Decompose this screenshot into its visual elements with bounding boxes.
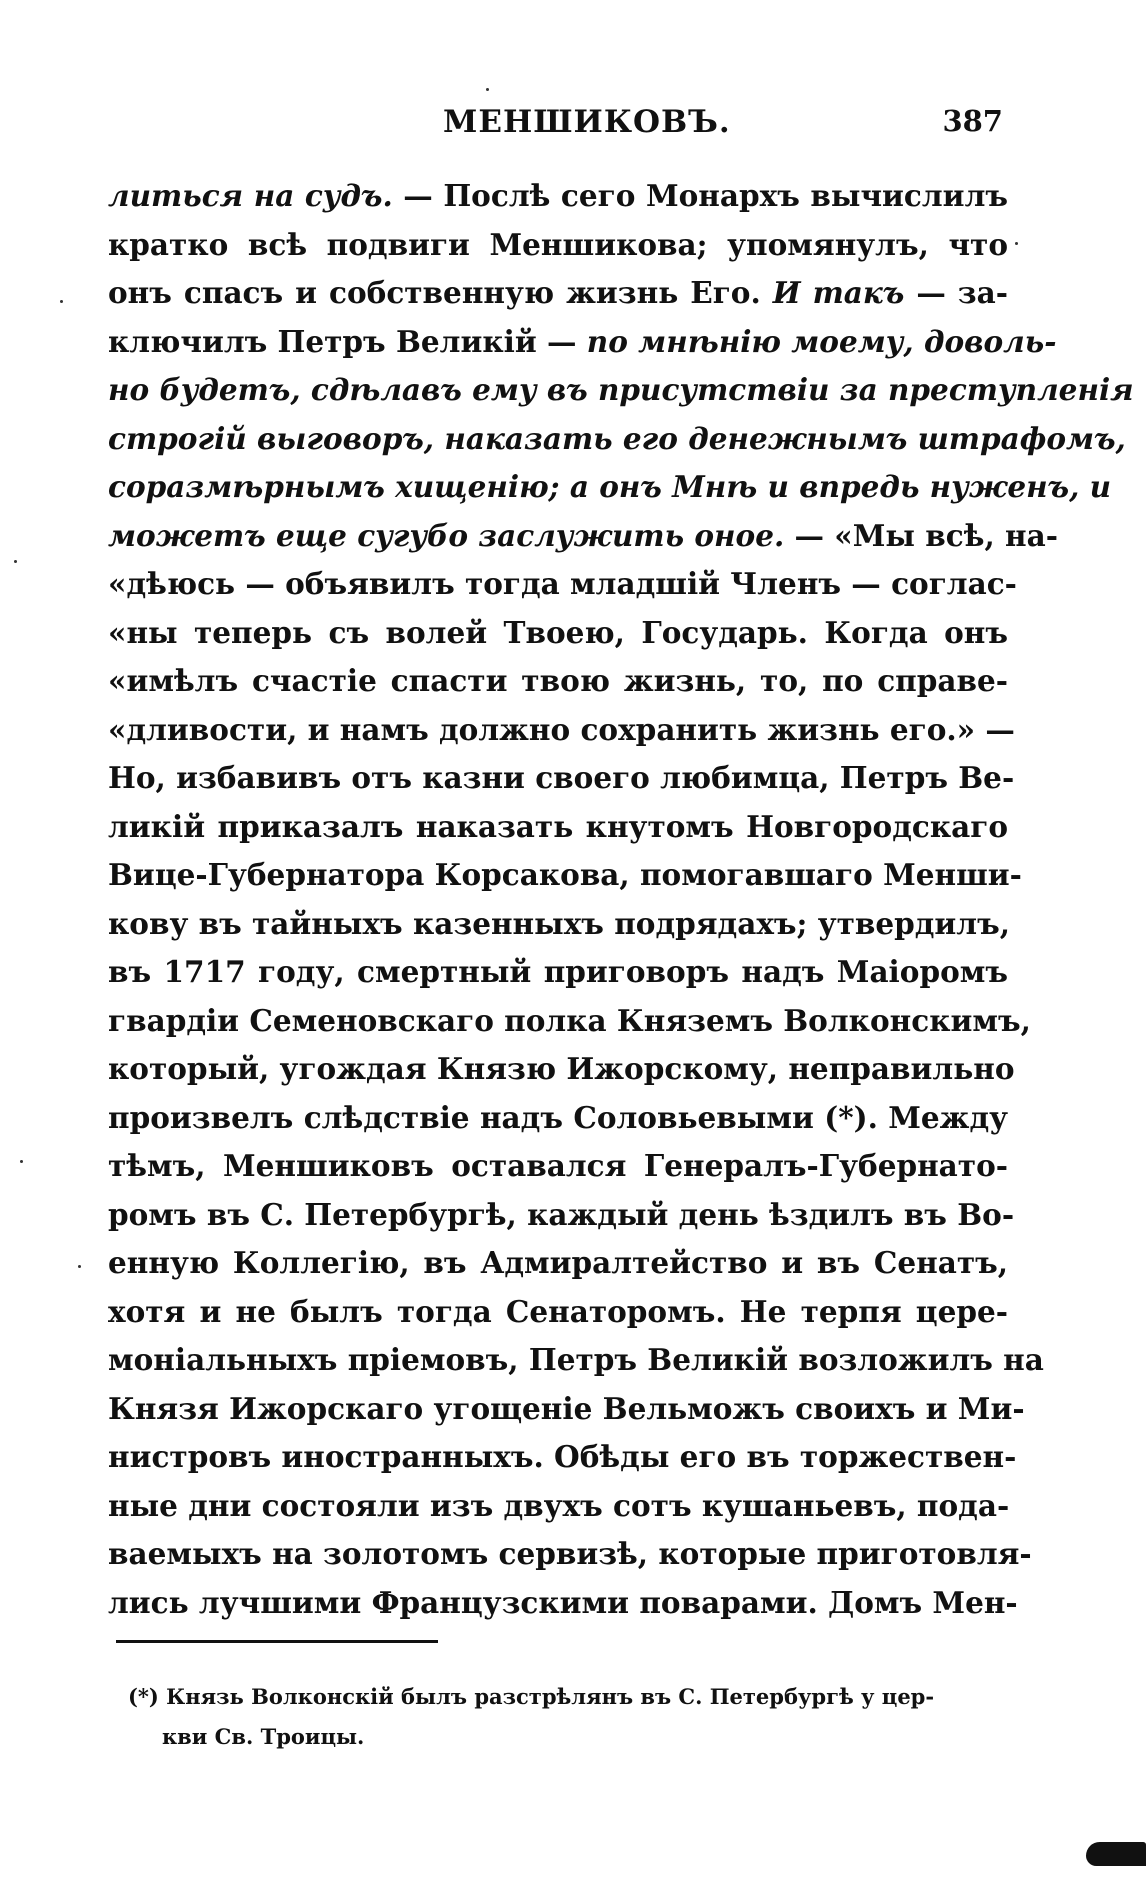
running-head xyxy=(108,104,1003,144)
text-segment: «дливости, и намъ должно сохранить жизнь его.» — xyxy=(108,711,1015,747)
print-speck xyxy=(486,88,489,91)
text-segment: ликій приказалъ наказать кнутомъ Новгородскаго xyxy=(108,808,1008,844)
text-segment: — «Мы всѣ, на- xyxy=(784,517,1058,553)
text-line xyxy=(108,851,1022,900)
print-speck xyxy=(1015,242,1018,245)
italic-text: И такъ xyxy=(772,275,905,310)
text-line xyxy=(108,1579,1018,1628)
italic-text: литься на судъ. xyxy=(108,178,393,213)
text-line xyxy=(108,172,1008,221)
footnote-line: (*) Князь Волконскій былъ разстрѣлянъ въ С. Петербургѣ у цер- xyxy=(128,1684,935,1709)
text-line xyxy=(108,1385,1025,1434)
text-line xyxy=(108,609,1008,658)
text-line xyxy=(108,754,1015,803)
text-segment: «ны теперь съ волей Твоею, Государь. Когда онъ xyxy=(108,614,1008,650)
text-segment: Князя Ижорскаго угощеніе Вельможъ своихъ и Ми- xyxy=(108,1390,1025,1426)
page-number: 387 xyxy=(942,104,1003,138)
text-line xyxy=(108,366,1134,415)
text-segment: ромъ въ С. Петербургѣ, каждый день ѣздилъ въ Во- xyxy=(108,1196,1015,1232)
text-line xyxy=(108,1094,1008,1143)
text-segment: кратко всѣ подвиги Меншикова; упомянулъ, что xyxy=(108,226,1008,262)
italic-text: по мнѣнію моему, доволь- xyxy=(586,323,1057,359)
text-segment: моніальныхъ пріемовъ, Петръ Великій возложилъ на xyxy=(108,1342,1044,1377)
footnote xyxy=(128,1677,1008,1757)
text-segment: лись лучшими Французскими поварами. Домъ Мен- xyxy=(108,1584,1018,1620)
text-line xyxy=(108,803,1008,852)
footnote-rule xyxy=(116,1640,438,1643)
text-line xyxy=(108,657,1008,706)
text-segment: хотя и не былъ тогда Сенаторомъ. Не терпя цере- xyxy=(108,1293,1008,1329)
text-segment: кову въ тайныхъ казенныхъ подрядахъ; утвердилъ, xyxy=(108,905,1011,941)
text-line xyxy=(108,1530,1032,1579)
text-line xyxy=(108,463,1112,512)
text-line xyxy=(108,1482,1008,1531)
text-segment: — за- xyxy=(904,275,1008,310)
print-speck xyxy=(78,1265,81,1268)
body-text xyxy=(108,172,1134,1627)
text-line xyxy=(108,221,1008,270)
text-line xyxy=(108,1433,1017,1482)
text-segment: тѣмъ, Меншиковъ оставался Генералъ-Губернато- xyxy=(108,1148,1008,1183)
text-segment: въ 1717 году, смертный приговоръ надъ Маіоромъ xyxy=(108,954,1008,989)
text-line xyxy=(108,1336,1044,1385)
italic-text: строгій выговоръ, наказать его денежнымъ штрафомъ, xyxy=(108,420,1126,456)
text-segment: — Послѣ сего Монархъ вычислилъ xyxy=(392,178,1008,213)
italic-text: можетъ еще сугубо заслужить оное. xyxy=(108,517,785,553)
text-segment: гвардіи Семеновскаго полка Княземъ Волконскимъ, xyxy=(108,1002,1031,1038)
text-line xyxy=(108,415,1126,464)
print-speck xyxy=(60,300,63,303)
text-line xyxy=(108,560,1017,609)
text-segment: ные дни состояли изъ двухъ сотъ кушаньевъ, пода- xyxy=(108,1487,1010,1523)
text-line xyxy=(108,318,1057,367)
text-segment: Но, избавивъ отъ казни своего любимца, Петръ Ве- xyxy=(108,760,1015,795)
text-line xyxy=(108,512,1058,561)
print-speck xyxy=(14,560,17,563)
text-segment: произвелъ слѣдствіе надъ Соловьевыми (*). Между xyxy=(108,1099,1008,1135)
italic-text: но будетъ, сдѣлавъ ему въ присутствіи за преступленія xyxy=(108,372,1134,407)
text-line xyxy=(108,1191,1015,1240)
text-line xyxy=(108,900,1011,949)
text-segment: ключилъ Петръ Великій — xyxy=(108,323,587,359)
text-line xyxy=(108,1142,1008,1191)
text-segment: ваемыхъ на золотомъ сервизѣ, которые приготовля- xyxy=(108,1536,1032,1571)
text-segment: енную Коллегію, въ Адмиралтейство и въ Сенатъ, xyxy=(108,1245,1008,1280)
text-segment: «дѣюсь — объявилъ тогда младшій Членъ — соглас- xyxy=(108,566,1017,601)
italic-text: соразмѣрнымъ хищенію; а онъ Мнѣ и впредь нуженъ, и xyxy=(108,469,1112,504)
text-segment: который, угождая Князю Ижорскому, неправильно xyxy=(108,1051,1015,1086)
text-line xyxy=(108,1239,1008,1288)
text-segment: Вице-Губернатора Корсакова, помогавшаго Менши- xyxy=(108,857,1022,892)
text-segment: нистровъ иностранныхъ. Обѣды его въ торжествен- xyxy=(108,1439,1017,1474)
running-title: МЕНШИКОВЪ. xyxy=(443,104,731,140)
text-segment: онъ спасъ и собственную жизнь Его. xyxy=(108,275,773,310)
text-line xyxy=(108,706,1015,755)
ink-blot xyxy=(1086,1842,1146,1866)
footnote-line: кви Св. Троицы. xyxy=(162,1724,365,1749)
text-line xyxy=(108,1288,1008,1337)
text-segment: «имѣлъ счастіе спасти твою жизнь, то, по справе- xyxy=(108,663,1008,698)
text-line xyxy=(108,1045,1015,1094)
text-line xyxy=(108,997,1031,1046)
print-speck xyxy=(20,1160,23,1163)
text-line xyxy=(108,948,1008,997)
text-line xyxy=(108,269,1008,318)
